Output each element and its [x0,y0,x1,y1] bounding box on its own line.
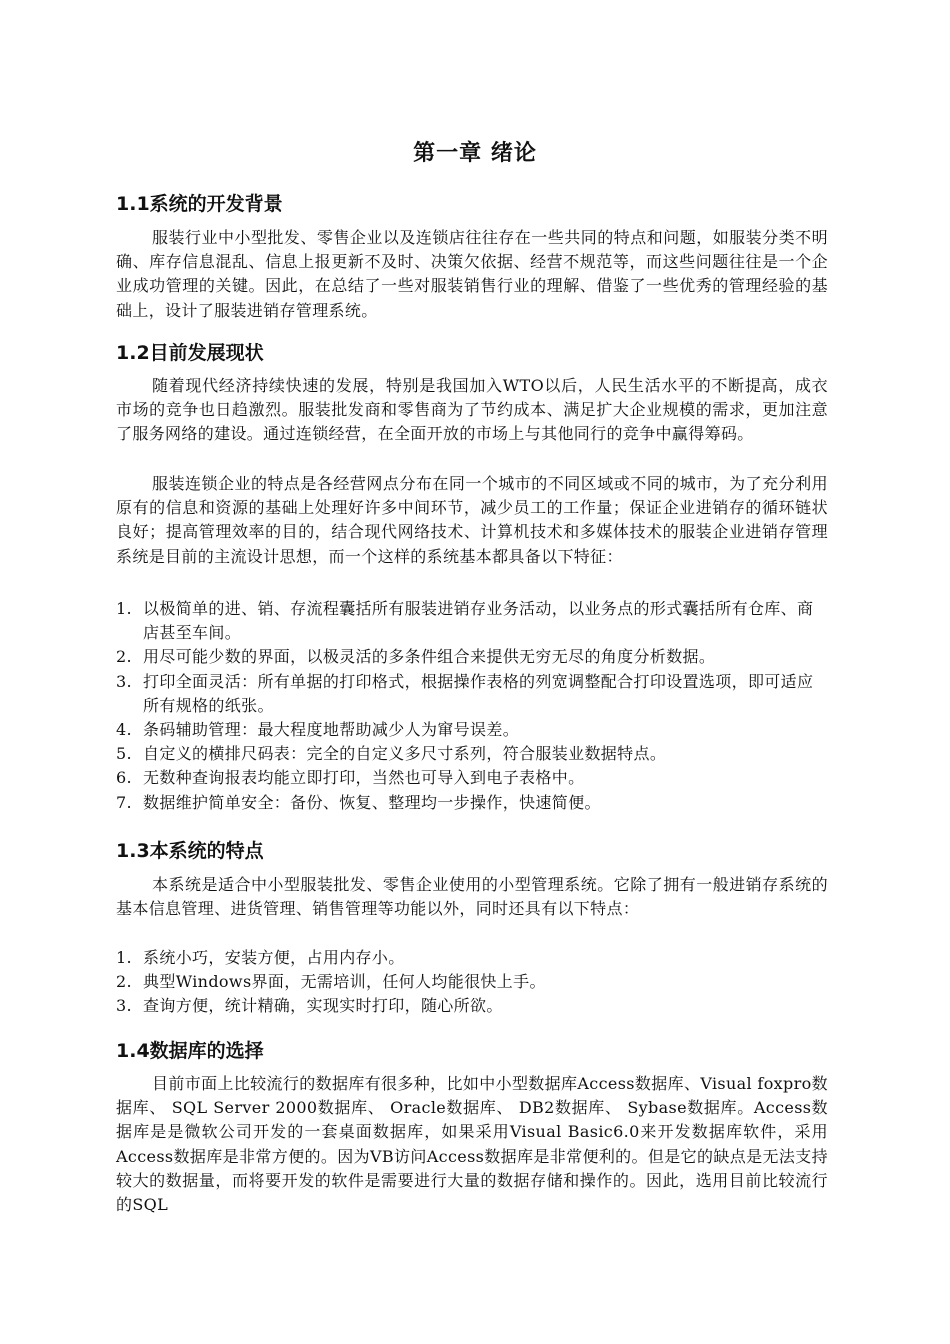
paragraph-database: 目前市面上比较流行的数据库有很多种，比如中小型数据库Access数据库、Visual foxpro数据库、 SQL Server 2000数据库、 Oracle数据库、 DB2数据库、 Sybase数据库。Access数据库是是微软公司开发的一套桌面数据库，如果采用Visual Basic6.0来开发数据库软件，采用Access数据库是非常方便的。因为VB访问Access数据库是非常便利的。但是它的缺点是无法支持较大的数据量，而将要开发的软件是需要进行大量的数据存储和操作的。因此，选用目前比较流行的SQL [116,1074,828,1215]
list-item-text: 数据维护简单安全：备份、恢复、整理均一步操作，快速简便。 [143,792,601,812]
list-item [116,970,828,994]
list-item-text: 以极简单的进、销、存流程囊括所有服装进销存业务活动，以业务点的形式囊括所有仓库、商店甚至车间。 [143,599,814,643]
list-item-text: 条码辅助管理：最大程度地帮助减少人为窜号误差。 [143,720,520,740]
feature-list-current [116,597,828,815]
list-item-text: 典型Windows界面，无需培训，任何人均能很快上手。 [143,972,546,992]
list-item-text: 查询方便，统计精确，实现实时打印，随心所欲。 [143,996,503,1016]
list-item [116,670,828,718]
list-item [116,946,828,970]
list-item-number: 2. [116,972,132,992]
list-item-text: 用尽可能少数的界面，以极灵活的多条件组合来提供无穷无尽的角度分析数据。 [143,647,716,667]
list-item [116,994,828,1018]
list-item-number: 6. [116,768,132,788]
list-item [116,645,828,669]
section-heading-1-2: 1.2目前发展现状 [116,342,264,364]
list-item-number: 1. [116,599,132,618]
section-heading-1-1: 1.1系统的开发背景 [116,193,283,215]
list-item-number: 1. [116,948,132,967]
paragraph-background: 服装行业中小型批发、零售企业以及连锁店往往存在一些共同的特点和问题，如服装分类不明确、库存信息混乱、信息上报更新不及时、决策欠依据、经营不规范等，而这些问题往往是一个企业成功管理的关键。因此，在总结了一些对服装销售行业的理解、借鉴了一些优秀的管理经验的基础上，设计了服装进销存管理系统。 [116,228,828,320]
section-heading-1-3: 1.3本系统的特点 [116,840,264,862]
list-item-text: 自定义的横排尺码表：完全的自定义多尺寸系列，符合服装业数据特点。 [143,744,667,764]
list-item-text: 打印全面灵活：所有单据的打印格式，根据操作表格的列宽调整配合打印设置选项，即可适应所有规格的纸张。 [143,671,814,715]
list-item [116,742,828,766]
list-item-text: 系统小巧，安装方便，占用内存小。 [143,948,405,967]
list-item-number: 3. [116,996,132,1016]
list-item [116,766,828,790]
list-item [116,718,828,742]
feature-list-system [116,946,828,1019]
list-item-number: 3. [116,671,132,691]
list-item [116,791,828,815]
paragraph-status-1: 随着现代经济持续快速的发展，特别是我国加入WTO以后，人民生活水平的不断提高，成衣市场的竞争也日趋激烈。服装批发商和零售商为了节约成本、满足扩大企业规模的需求，更加注意了服务网络的建设。通过连锁经营，在全面开放的市场上与其他同行的竞争中赢得筹码。 [116,376,828,444]
list-item [116,597,828,645]
list-item-number: 4. [116,720,132,740]
list-item-text: 无数种查询报表均能立即打印，当然也可导入到电子表格中。 [143,768,585,788]
list-item-number: 5. [116,744,132,764]
list-item-number: 2. [116,647,132,667]
section-heading-1-4: 1.4数据库的选择 [116,1040,264,1062]
chapter-title: 第一章 绪论 [413,141,537,166]
list-item-number: 7. [116,792,132,812]
paragraph-status-2: 服装连锁企业的特点是各经营网点分布在同一个城市的不同区域或不同的城市，为了充分利用原有的信息和资源的基础上处理好许多中间环节，减少员工的工作量；保证企业进销存的循环链状良好；提高管理效率的目的，结合现代网络技术、计算机技术和多媒体技术的服装企业进销存管理系统是目前的主流设计思想，而一个这样的系统基本都具备以下特征： [116,474,828,566]
paragraph-features: 本系统是适合中小型服装批发、零售企业使用的小型管理系统。它除了拥有一般进销存系统的基本信息管理、进货管理、销售管理等功能以外，同时还具有以下特点： [116,875,828,919]
